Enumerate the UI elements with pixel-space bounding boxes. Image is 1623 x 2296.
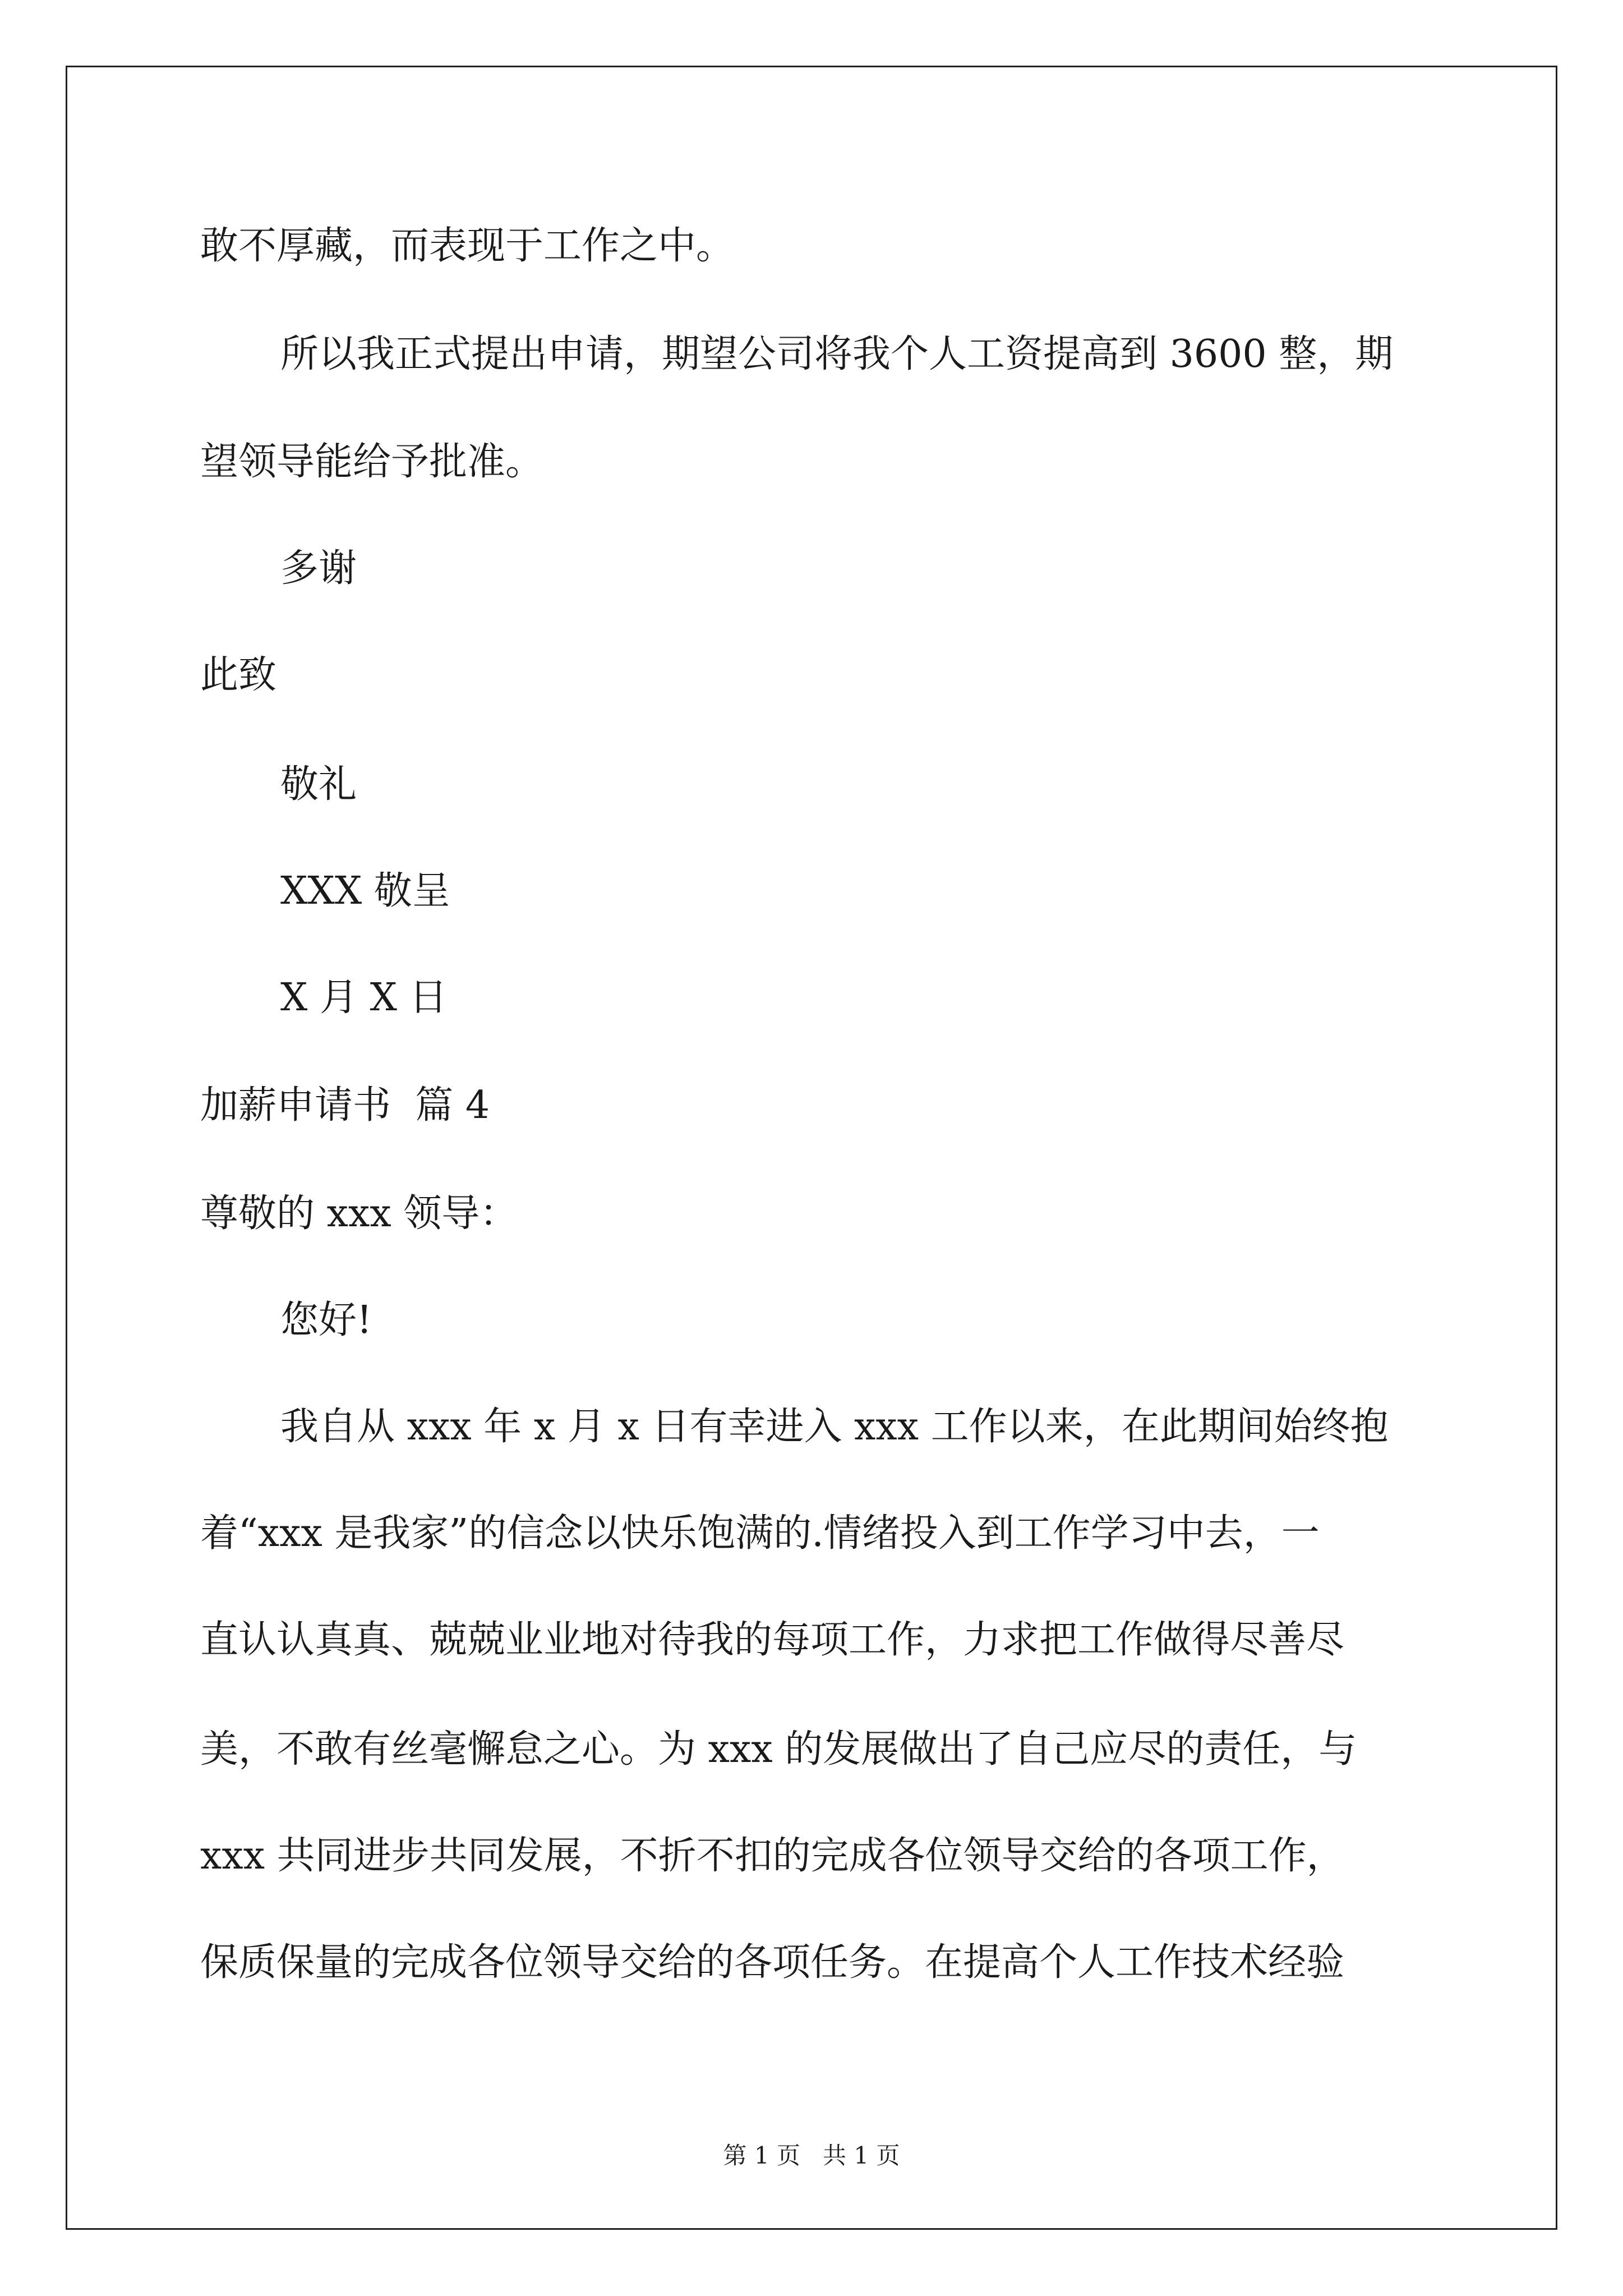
body-line-8: xxx 共同进步共同发展，不折不扣的完成各位领导交给的各项工作， <box>200 1834 1345 1878</box>
date: X 月 X 日 <box>280 976 448 1020</box>
page-footer: 第 1 页 共 1 页 <box>723 2142 900 2169</box>
body-line-1: 敢不厚藏，而表现于工作之中。 <box>200 224 735 268</box>
body-line-4: 我自从 xxx 年 x 月 x 日有幸进入 xxx 工作以来，在此期间始终抱 <box>280 1405 1389 1449</box>
body-line-5: 着“xxx 是我家”的信念以快乐饱满的.情绪投入到工作学习中去，一 <box>200 1511 1320 1556</box>
page-border <box>66 66 1557 2230</box>
closing-regards: 敬礼 <box>280 762 357 807</box>
greeting: 您好! <box>280 1298 372 1342</box>
signature: XXX 敬呈 <box>280 869 450 913</box>
body-line-3: 望领导能给予批准。 <box>200 440 544 484</box>
body-line-6: 直认认真真、兢兢业业地对待我的每项工作，力求把工作做得尽善尽 <box>200 1618 1345 1662</box>
closing-salutation: 此致 <box>200 653 277 697</box>
body-line-9: 保质保量的完成各位领导交给的各项任务。在提高个人工作技术经验 <box>200 1940 1345 1985</box>
closing-thanks: 多谢 <box>280 546 357 591</box>
greeting-addressee: 尊敬的 xxx 领导： <box>200 1191 518 1236</box>
body-line-7: 美，不敢有丝毫懈怠之心。为 xxx 的发展做出了自己应尽的责任，与 <box>200 1727 1357 1772</box>
section-heading: 加薪申请书 篇 4 <box>200 1083 490 1128</box>
body-line-2: 所以我正式提出申请，期望公司将我个人工资提高到 3600 整，期 <box>280 332 1394 376</box>
